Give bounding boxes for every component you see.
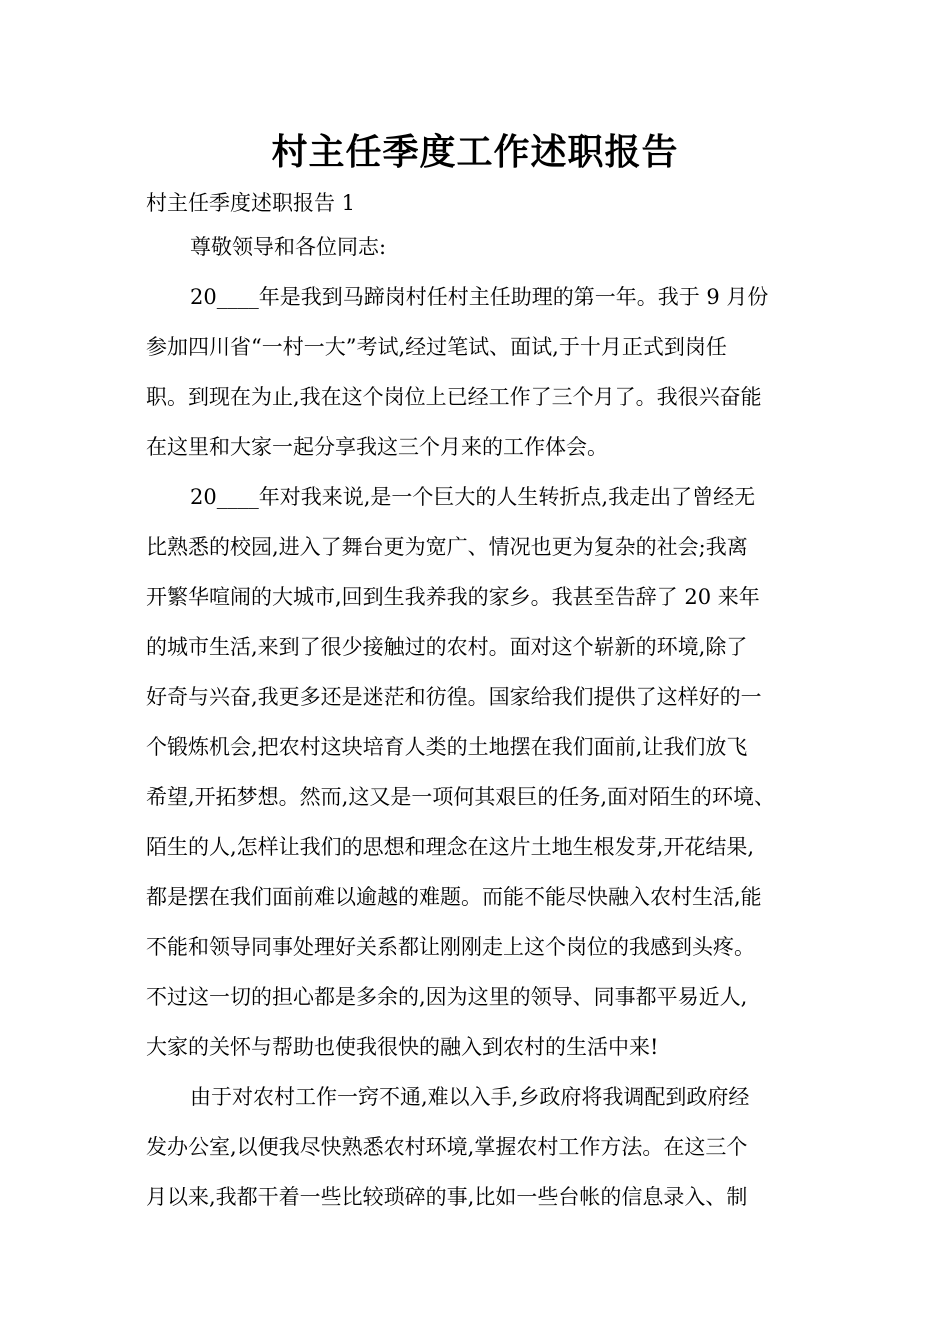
text-line: 发办公室,以便我尽快熟悉农村环境,掌握农村工作方法。在这三个	[146, 1135, 748, 1159]
text-line: 的城市生活,来到了很少接触过的农村。面对这个崭新的环境,除了	[146, 635, 748, 659]
text-line: 大家的关怀与帮助也使我很快的融入到农村的生活中来!	[146, 1035, 659, 1059]
text-line: 都是摆在我们面前难以逾越的难题。而能不能尽快融入农村生活,能	[146, 885, 762, 909]
text-line: 不能和领导同事处理好关系都让刚刚走上这个岗位的我感到头疼。	[146, 935, 755, 959]
text-line: 月以来,我都干着一些比较琐碎的事,比如一些台帐的信息录入、制	[146, 1185, 748, 1209]
text-line: 好奇与兴奋,我更多还是迷茫和彷徨。国家给我们提供了这样好的一	[146, 685, 762, 709]
text-line: 不过这一切的担心都是多余的,因为这里的领导、同事都平易近人,	[146, 985, 748, 1009]
text-line: 20____年是我到马蹄岗村任村主任助理的第一年。我于 9 月份	[190, 285, 769, 309]
page-title: 村主任季度工作述职报告	[271, 132, 679, 173]
document-body	[146, 222, 806, 1222]
text-line: 参加四川省“一村一大”考试,经过笔试、面试,于十月正式到岗任	[146, 335, 727, 359]
section-heading: 村主任季度述职报告 1	[146, 191, 356, 215]
text-line: 个锻炼机会,把农村这块培育人类的土地摆在我们面前,让我们放飞	[146, 735, 748, 759]
text-line: 希望,开拓梦想。然而,这又是一项何其艰巨的任务,面对陌生的环境、	[146, 785, 776, 809]
text-line: 20____年对我来说,是一个巨大的人生转折点,我走出了曾经无	[190, 485, 756, 509]
text-line: 职。到现在为止,我在这个岗位上已经工作了三个月了。我很兴奋能	[146, 385, 762, 409]
text-line: 开繁华喧闹的大城市,回到生我养我的家乡。我甚至告辞了 20 来年	[146, 585, 760, 609]
text-line: 尊敬领导和各位同志:	[190, 235, 387, 259]
text-line: 比熟悉的校园,进入了舞台更为宽广、情况也更为复杂的社会;我离	[146, 535, 748, 559]
text-line: 陌生的人,怎样让我们的思想和理念在这片土地生根发芽,开花结果,	[146, 835, 755, 859]
text-line: 在这里和大家一起分享我这三个月来的工作体会。	[146, 435, 608, 459]
text-line: 由于对农村工作一窍不通,难以入手,乡政府将我调配到政府经	[190, 1085, 750, 1109]
